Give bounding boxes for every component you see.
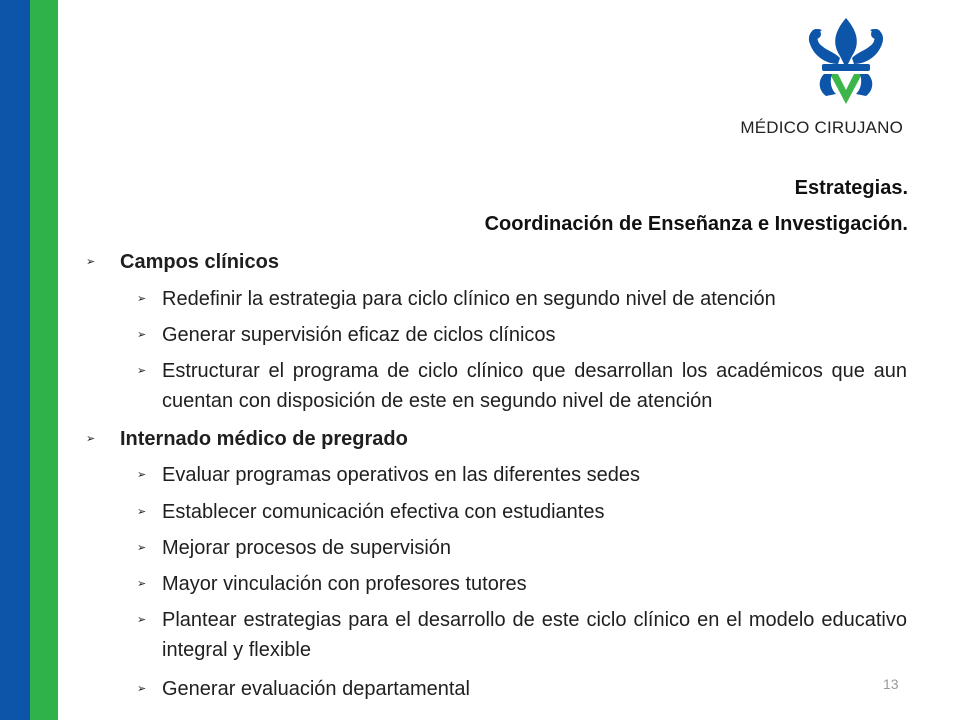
fleur-de-lis-icon xyxy=(796,14,896,110)
list-item: ➢ Establecer comunicación efectiva con estudiantes xyxy=(137,497,907,527)
section-heading: ➢ Campos clínicos xyxy=(86,247,906,277)
arrowhead-bullet-icon: ➢ xyxy=(137,329,147,341)
left-blue-stripe xyxy=(0,0,30,720)
list-item: ➢ Generar supervisión eficaz de ciclos clínicos xyxy=(137,320,907,350)
arrowhead-bullet-icon: ➢ xyxy=(137,365,147,377)
arrowhead-bullet-icon: ➢ xyxy=(137,542,147,554)
arrowhead-bullet-icon: ➢ xyxy=(137,293,147,305)
arrowhead-bullet-icon: ➢ xyxy=(137,469,147,481)
university-logo xyxy=(796,14,896,110)
list-item: ➢ Generar evaluación departamental xyxy=(137,674,907,704)
list-item: ➢ Estructurar el programa de ciclo clínico que desarrollan los académicos que aun cuentan con disposición de este en segundo nivel de atención xyxy=(137,356,907,416)
list-item: ➢ Mejorar procesos de supervisión xyxy=(137,533,907,563)
list-item: ➢ Redefinir la estrategia para ciclo clínico en segundo nivel de atención xyxy=(137,284,907,314)
department-label: MÉDICO CIRUJANO xyxy=(740,118,903,137)
list-item: ➢ Plantear estrategias para el desarrollo de este ciclo clínico en el modelo educativo integral y flexible xyxy=(137,605,907,665)
page-number: 13 xyxy=(883,676,899,692)
left-green-stripe xyxy=(30,0,58,720)
arrowhead-bullet-icon: ➢ xyxy=(137,683,147,695)
arrowhead-bullet-icon: ➢ xyxy=(86,256,96,268)
slide-title: Estrategias. xyxy=(794,177,908,199)
arrowhead-bullet-icon: ➢ xyxy=(86,433,96,445)
list-item: ➢ Evaluar programas operativos en las diferentes sedes xyxy=(137,460,907,490)
arrowhead-bullet-icon: ➢ xyxy=(137,578,147,590)
section-heading: ➢ Internado médico de pregrado xyxy=(86,424,906,454)
list-item: ➢ Mayor vinculación con profesores tutores xyxy=(137,569,907,599)
arrowhead-bullet-icon: ➢ xyxy=(137,614,147,626)
slide-subtitle: Coordinación de Enseñanza e Investigación. xyxy=(484,213,908,235)
arrowhead-bullet-icon: ➢ xyxy=(137,506,147,518)
